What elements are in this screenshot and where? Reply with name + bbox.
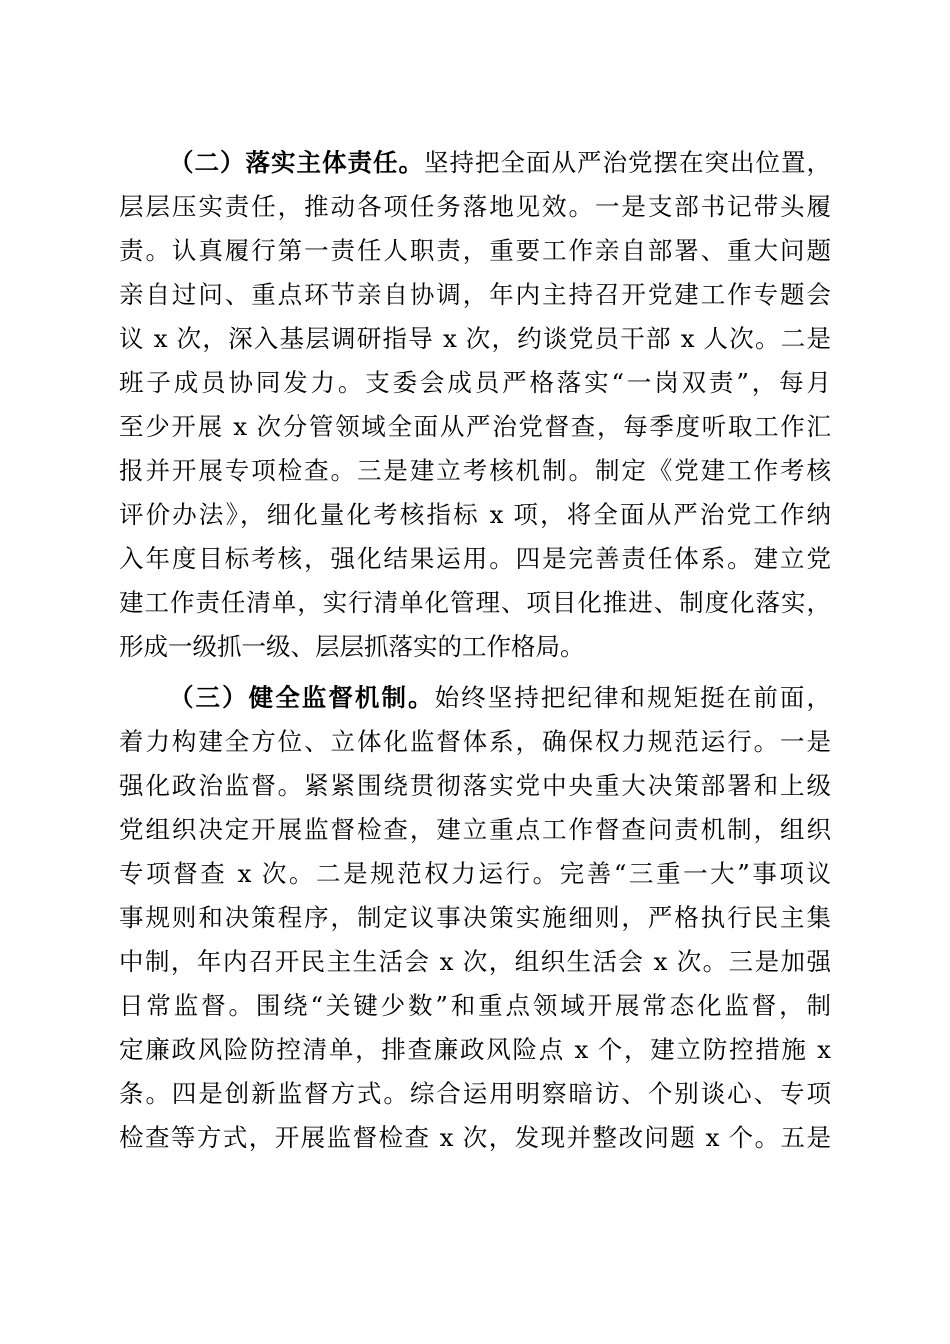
text-line: 始终坚持把纪律和规矩挺在前面， (434, 683, 831, 712)
text-line: 强化政治监督。紧紧围绕贯彻落实党中央重大决策部署和上级 (119, 771, 831, 800)
section-heading: （三）健全监督机制。 (169, 683, 435, 712)
text-line: 报并开展专项检查。三是建立考核机制。制定《党建工作考核 (119, 456, 831, 485)
text-line: 建工作责任清单，实行清单化管理、项目化推进、制度化落实， (119, 588, 831, 617)
text-line: 坚持把全面从严治党摆在突出位置， (424, 148, 831, 177)
text-line: 事规则和决策程序，制定议事决策实施细则，严格执行民主集 (119, 903, 831, 932)
text-line: 着力构建全方位、立体化监督体系，确保权力规范运行。一是 (119, 727, 831, 756)
text-line: 党组织决定开展监督检查，建立重点工作督查问责机制，组织 (119, 815, 831, 844)
section-2-paragraph (119, 141, 831, 669)
text-line: 班子成员协同发力。支委会成员严格落实“一岗双责”，每月 (119, 368, 831, 397)
text-line: 评价办法》，细化量化考核指标 x 项，将全面从严治党工作纳 (119, 500, 831, 529)
text-line: 责。认真履行第一责任人职责，重要工作亲自部署、重大问题 (119, 236, 831, 265)
text-line: 层层压实责任，推动各项任务落地见效。一是支部书记带头履 (119, 192, 831, 221)
text-line: 定廉政风险防控清单，排查廉政风险点 x 个，建立防控措施 x (119, 1035, 831, 1064)
paragraph-first-line (119, 141, 831, 185)
text-line: 亲自过问、重点环节亲自协调，年内主持召开党建工作专题会 (119, 280, 831, 309)
section-heading: （二）落实主体责任。 (169, 148, 424, 177)
text-line: 议 x 次，深入基层调研指导 x 次，约谈党员干部 x 人次。二是 (119, 324, 831, 353)
text-line: 检查等方式，开展监督检查 x 次，发现并整改问题 x 个。五是 (119, 1123, 831, 1152)
text-line: 日常监督。围绕“关键少数”和重点领域开展常态化监督，制 (119, 991, 831, 1020)
text-line: 专项督查 x 次。二是规范权力运行。完善“三重一大”事项议 (119, 859, 831, 888)
text-line: 条。四是创新监督方式。综合运用明察暗访、个别谈心、专项 (119, 1079, 831, 1108)
text-line: 至少开展 x 次分管领域全面从严治党督查，每季度听取工作汇 (119, 412, 831, 441)
text-line: 中制，年内召开民主生活会 x 次，组织生活会 x 次。三是加强 (119, 947, 831, 976)
paragraph-first-line (119, 676, 831, 720)
text-line: 形成一级抓一级、层层抓落实的工作格局。 (119, 632, 585, 661)
text-line: 入年度目标考核，强化结果运用。四是完善责任体系。建立党 (119, 544, 831, 573)
section-3-paragraph (119, 676, 831, 1160)
